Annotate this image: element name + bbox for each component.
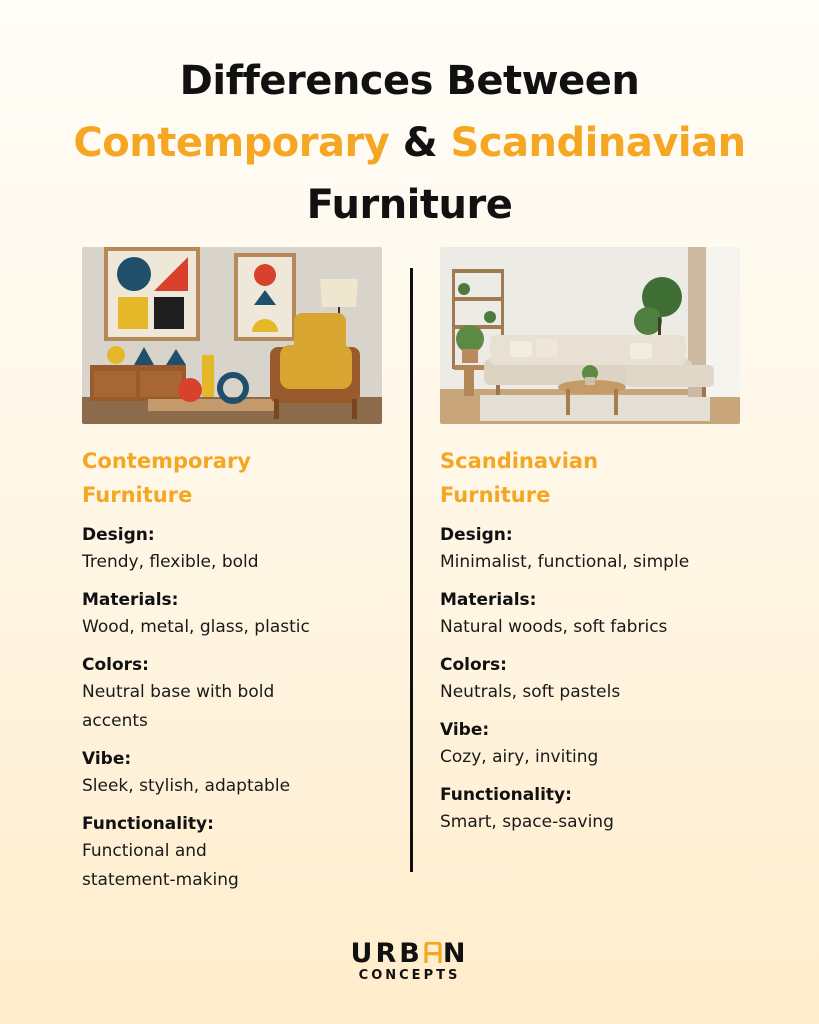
column-divider	[410, 268, 413, 872]
attr-value: Natural woods, soft fabrics	[440, 617, 668, 637]
attr-label: Design:	[82, 525, 155, 545]
scandinavian-vibe	[440, 717, 740, 772]
logo-n: N	[442, 938, 469, 969]
title-scandinavian: Scandinavian	[450, 120, 746, 166]
page-title	[0, 50, 819, 236]
contemporary-functionality	[82, 811, 382, 895]
attr-value: Sleek, stylish, adaptable	[82, 776, 291, 796]
scandinavian-heading-line-1: Scandinavian	[440, 449, 599, 473]
attr-value: Neutral base with bold accents	[82, 682, 275, 731]
attr-value: Wood, metal, glass, plastic	[82, 617, 310, 637]
attr-label: Materials:	[82, 590, 179, 610]
scandinavian-room-image	[440, 247, 740, 424]
attr-value: Neutrals, soft pastels	[440, 682, 621, 702]
attr-label: Vibe:	[440, 720, 490, 740]
contemporary-heading-line-2: Furniture	[82, 483, 193, 507]
logo-concepts: CONCEPTS	[358, 968, 461, 983]
scandinavian-functionality	[440, 782, 740, 837]
contemporary-room-image	[82, 247, 382, 424]
title-line-2	[0, 112, 819, 174]
contemporary-heading-line-1: Contemporary	[82, 449, 251, 473]
attr-value: Minimalist, functional, simple	[440, 552, 690, 572]
attr-label: Design:	[440, 525, 513, 545]
scandinavian-materials	[440, 587, 740, 642]
attr-value: Trendy, flexible, bold	[82, 552, 259, 572]
attr-label: Colors:	[440, 655, 507, 675]
scandinavian-heading-line-2: Furniture	[440, 483, 551, 507]
contemporary-materials	[82, 587, 382, 642]
contemporary-design	[82, 522, 382, 577]
attr-value: Smart, space-saving	[440, 812, 614, 832]
attr-label: Functionality:	[82, 814, 214, 834]
attr-label: Functionality:	[440, 785, 572, 805]
scandinavian-heading	[440, 444, 740, 512]
attr-label: Materials:	[440, 590, 537, 610]
contemporary-colors	[82, 652, 382, 736]
scandinavian-colors	[440, 652, 740, 707]
title-line-3: Furniture	[306, 182, 513, 228]
title-ampersand: &	[402, 120, 438, 166]
title-contemporary: Contemporary	[73, 120, 390, 166]
scandinavian-design	[440, 522, 740, 577]
scandinavian-column	[440, 247, 740, 837]
attr-label: Vibe:	[82, 749, 132, 769]
attr-label: Colors:	[82, 655, 149, 675]
logo-urb: URB	[350, 938, 423, 969]
title-line-1: Differences Between	[179, 58, 640, 104]
contemporary-vibe	[82, 746, 382, 801]
urban-concepts-logo	[0, 940, 819, 984]
contemporary-column	[82, 247, 382, 895]
attr-value: Functional and statement-making	[82, 841, 239, 890]
contemporary-heading	[82, 444, 382, 512]
attr-value: Cozy, airy, inviting	[440, 747, 599, 767]
chair-a-icon	[423, 942, 443, 964]
logo-wordmark	[0, 940, 819, 968]
